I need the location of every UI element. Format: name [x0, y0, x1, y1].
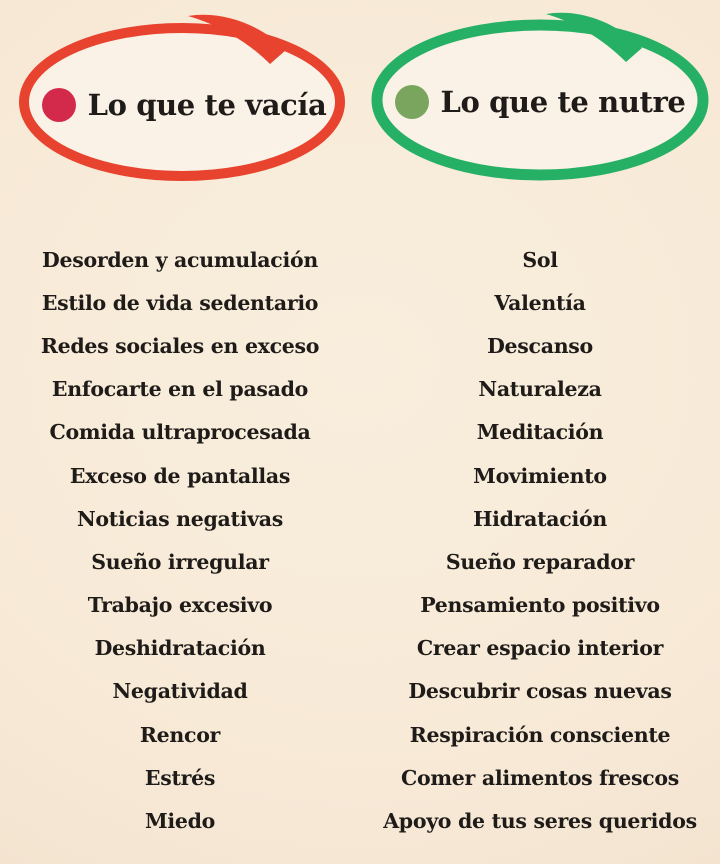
header-row	[0, 0, 720, 212]
list-item: Miedo	[144, 809, 216, 834]
list-item: Respiración consciente	[409, 722, 671, 747]
header-nourish	[364, 2, 716, 194]
list-item: Hidratación	[473, 506, 607, 531]
list-item: Descanso	[487, 333, 593, 358]
header-nourish-label	[364, 6, 716, 198]
list-item: Pensamiento positivo	[420, 593, 660, 618]
list-item: Movimiento	[473, 463, 607, 488]
list-item: Noticias negativas	[76, 506, 284, 531]
list-item: Crear espacio interior	[416, 636, 664, 661]
list-item: Estilo de vida sedentario	[41, 290, 319, 315]
drains-list	[0, 238, 360, 843]
list-item: Descubrir cosas nuevas	[408, 679, 672, 704]
list-item: Estrés	[144, 765, 216, 790]
comparison-lists	[0, 238, 720, 843]
list-item: Naturaleza	[478, 377, 602, 402]
list-item: Sol	[522, 247, 558, 272]
list-item: Comida ultraprocesada	[49, 420, 311, 445]
list-item: Trabajo excesivo	[87, 593, 273, 618]
green-dot-icon	[395, 85, 429, 119]
list-item: Meditación	[476, 420, 604, 445]
list-item: Apoyo de tus seres queridos	[383, 809, 697, 834]
red-dot-icon	[42, 88, 76, 122]
list-item: Redes sociales en exceso	[40, 333, 320, 358]
column-title-nourish: Lo que te nutre	[440, 85, 686, 119]
list-item: Deshidratación	[94, 636, 266, 661]
list-item: Exceso de pantallas	[69, 463, 291, 488]
column-title-drains: Lo que te vacía	[87, 88, 327, 122]
header-drains	[12, 6, 356, 196]
list-item: Rencor	[139, 722, 221, 747]
nourish-list	[360, 238, 720, 843]
header-drains-label	[12, 10, 356, 200]
list-item: Negatividad	[112, 679, 248, 704]
list-item: Sueño irregular	[91, 549, 269, 574]
list-item: Comer alimentos frescos	[401, 765, 679, 790]
list-item: Sueño reparador	[445, 549, 635, 574]
list-item: Valentía	[494, 290, 586, 315]
list-item: Enfocarte en el pasado	[51, 377, 309, 402]
list-item: Desorden y acumulación	[42, 247, 318, 272]
